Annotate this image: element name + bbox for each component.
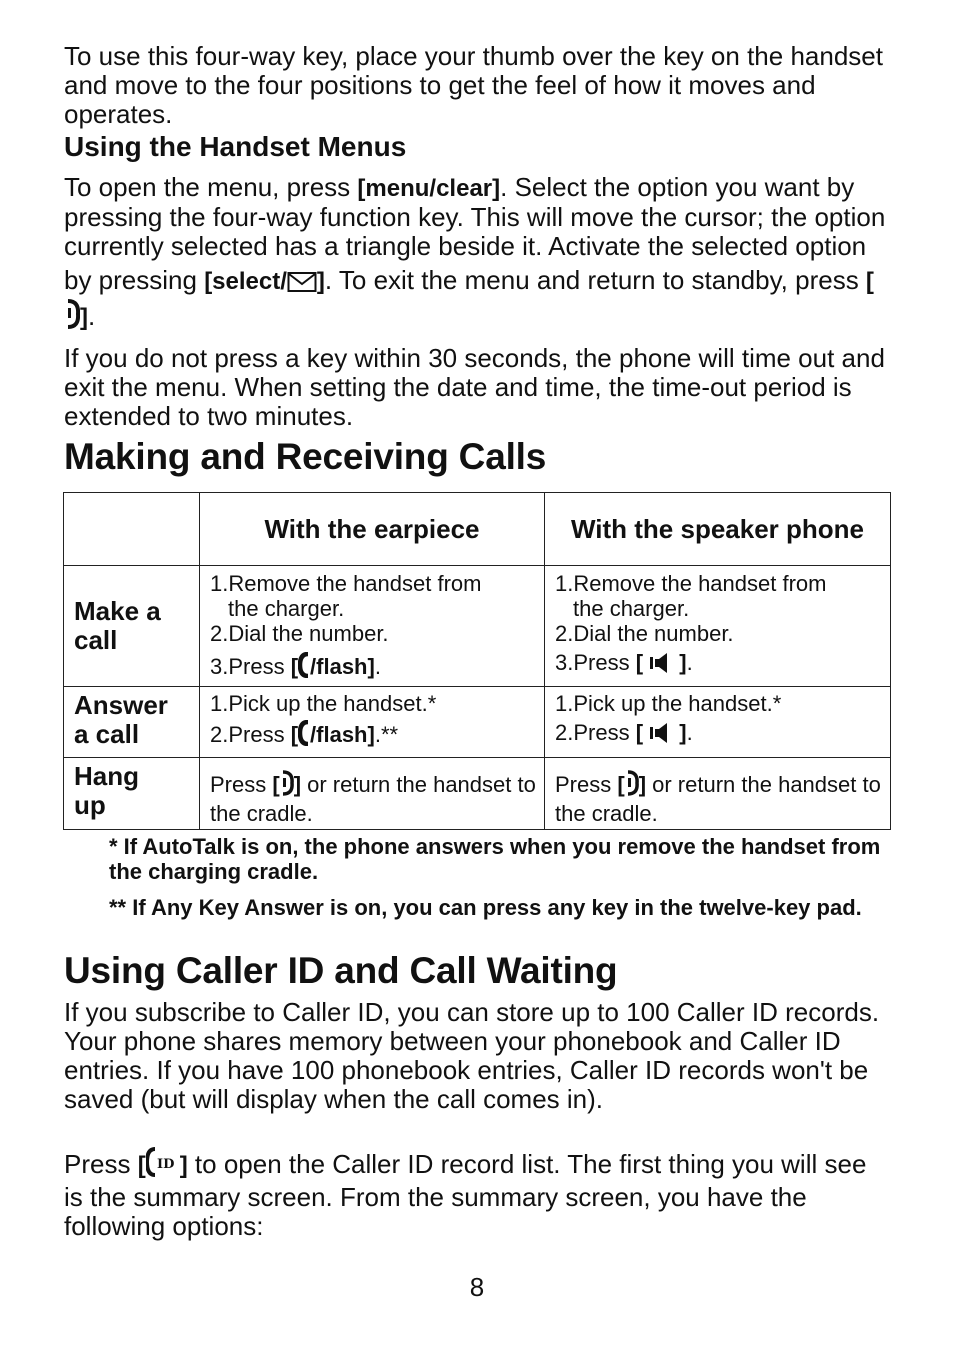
footnote-any-key-answer: ** If Any Key Answer is on, you can press any key in the twelve-key pad.	[109, 895, 862, 920]
make-call-speaker-cell	[545, 566, 891, 687]
row-label-answer-call: Answer a call	[64, 687, 200, 758]
footnote-autotalk: * If AutoTalk is on, the phone answers when you remove the handset from the charging cradle.	[109, 834, 881, 884]
handset-menus-heading: Using the Handset Menus	[64, 131, 407, 162]
press-text-rest: to open the Caller ID record list. The first thing you will see is the summary screen. From the summary screen, you have the following options:	[64, 1149, 867, 1241]
step-press-talk: 2.Press [ /flash].**	[210, 720, 544, 751]
table-corner-cell	[64, 493, 200, 566]
handset-menus-paragraph	[64, 173, 888, 335]
menu-text-1: To open the menu, press	[64, 172, 358, 202]
intro-paragraph: To use this four-way key, place your thumb over the key on the handset and move to the four positions to get the feel of how it moves and operates.	[64, 41, 883, 129]
calls-table	[63, 492, 891, 830]
menu-text-3: . To exit the menu and return to standby, press	[324, 265, 866, 295]
press-text: Press	[64, 1149, 138, 1179]
step-text: 1.Remove the handset from	[555, 571, 827, 596]
caller-id-paragraph: If you subscribe to Caller ID, you can store up to 100 Caller ID records. Your phone shares memory between your phonebook and Caller ID entries. If you have 100 phonebook entries, Caller ID records won't be saved (but will display when the call comes in).	[64, 997, 880, 1114]
menu-text-2: . Select the option you want by pressing the four-way function key. This will move the cursor; the option currently selected has a triangle beside it. Activate the selected option by pressing	[64, 172, 886, 295]
answer-call-speaker-cell	[545, 687, 891, 758]
answer-call-earpiece-cell	[200, 687, 545, 758]
table-row-make-call	[64, 566, 891, 687]
end-call-icon	[280, 770, 294, 801]
calls-heading: Making and Receiving Calls	[64, 436, 547, 477]
step-text: 2.Dial the number.	[555, 621, 734, 646]
end-call-icon	[64, 299, 80, 335]
col-header-earpiece: With the earpiece	[200, 493, 545, 566]
table-row-answer-call	[64, 687, 891, 758]
menu-text-4: .	[88, 301, 96, 331]
step-press-talk: 3.Press [ /flash].	[210, 652, 544, 683]
caller-id-press-paragraph	[64, 1147, 888, 1241]
page-number: 8	[469, 1272, 485, 1302]
select-key-label: [select/	[204, 268, 287, 295]
speaker-icon	[649, 722, 673, 749]
talk-phone-icon	[298, 652, 310, 683]
speaker-icon	[649, 652, 673, 679]
envelope-icon	[287, 270, 317, 299]
step-text: 2.Dial the number.	[210, 621, 389, 646]
menu-clear-key: [menu/clear]	[357, 175, 501, 202]
caller-id-key-open: [	[137, 1152, 146, 1179]
table-row-hang-up	[64, 758, 891, 830]
hang-up-speaker-cell: Press [ ] or return the handset to the cradle.	[545, 758, 891, 830]
step-text: 1.Remove the handset from	[210, 571, 482, 596]
step-text: the charger.	[573, 596, 690, 621]
step-press-speaker: 3.Press [ ].	[555, 650, 890, 679]
make-call-earpiece-cell	[200, 566, 545, 687]
caller-id-key-close: ]	[179, 1152, 188, 1179]
col-header-speaker: With the speaker phone	[545, 493, 891, 566]
caller-id-icon	[146, 1147, 180, 1183]
end-key-close: ]	[80, 304, 88, 331]
talk-phone-icon	[298, 720, 310, 751]
step-text: the charger.	[228, 596, 345, 621]
end-key-open: [	[865, 268, 874, 295]
caller-id-heading: Using Caller ID and Call Waiting	[64, 950, 618, 991]
select-key-close: ]	[316, 268, 325, 295]
timeout-paragraph: If you do not press a key within 30 seconds, the phone will time out and exit the menu. When setting the date and time, the time-out period is extended to two minutes.	[64, 343, 885, 431]
step-text: 1.Pick up the handset.*	[210, 691, 437, 716]
table-header-row	[64, 493, 891, 566]
row-label-hang-up: Hang up	[64, 758, 200, 830]
end-call-icon	[625, 770, 639, 801]
svg-text:ID: ID	[156, 1157, 175, 1172]
step-text: 1.Pick up the handset.*	[555, 691, 782, 716]
row-label-make-call: Make a call	[64, 566, 200, 687]
hang-up-earpiece-cell: Press [ ] or return the handset to the cradle.	[200, 758, 545, 830]
step-press-speaker: 2.Press [ ].	[555, 720, 890, 749]
